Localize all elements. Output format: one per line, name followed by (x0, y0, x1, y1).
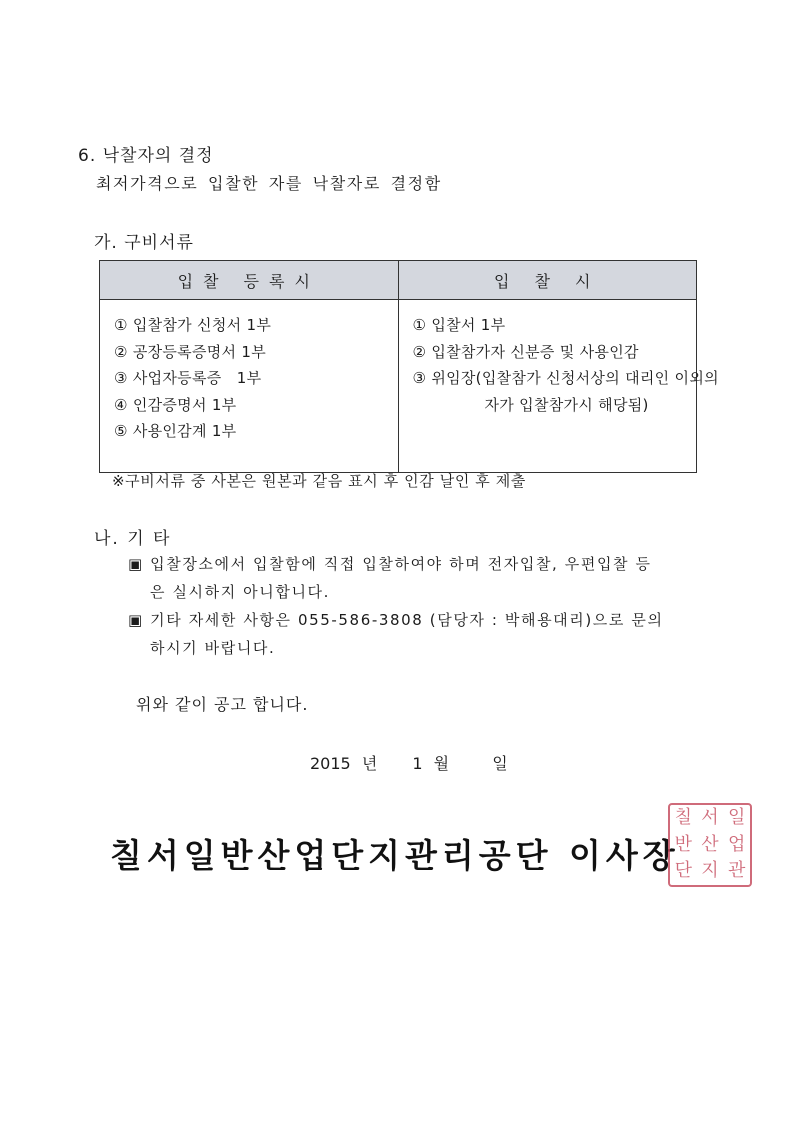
list-item: ① 입찰참가 신청서 1부 (114, 316, 272, 334)
section-b-title: 나. 기 타 (94, 529, 172, 549)
other-item-1: ▣ 입찰장소에서 입찰함에 직접 입찰하여야 하며 전자입찰, 우편입찰 등 (128, 555, 652, 573)
date-year: 2015 (310, 754, 351, 773)
date-day-unit: 일 (492, 754, 508, 773)
registration-documents-list (114, 312, 384, 445)
table-header-row (100, 261, 697, 300)
registration-documents-cell (100, 300, 399, 473)
list-item: ③ 사업자등록증 1부 (114, 369, 262, 388)
table-header-bidding: 입 찰 시 (398, 261, 697, 300)
closing-statement: 위와 같이 공고 합니다. (136, 695, 309, 714)
official-seal (668, 803, 752, 887)
seal-char: 관 (727, 860, 746, 882)
list-item: ④ 인감증명서 1부 (114, 395, 237, 414)
section-6-body: 최저가격으로 입찰한 자를 낙찰자로 결정함 (96, 174, 442, 193)
list-item: ② 공장등록증명서 1부 (114, 342, 267, 361)
date-month-unit: 월 (433, 754, 450, 773)
bidding-documents-list (412, 312, 719, 418)
list-item: ② 입찰참가자 신분증 및 사용인감 (412, 342, 639, 361)
seal-char: 일 (727, 807, 746, 828)
list-item: ⑤ 사용인감계 1부 (114, 422, 237, 441)
issuer-signature: 칠서일반산업단지관리공단 이사장 (110, 836, 680, 875)
other-item-2: ▣ 기타 자세한 사항은 055-586-3808 (담당자 : 박해용대리)으로 문의 (128, 611, 664, 629)
list-item: ③ 위임장(입찰참가 신청서상의 대리인 이외의 (412, 369, 719, 388)
seal-char: 업 (727, 833, 746, 855)
other-item-2-continuation: 하시기 바랍니다. (150, 639, 276, 657)
table-header-registration: 입찰 등록시 (100, 261, 399, 300)
table-row (100, 300, 697, 473)
documents-note: ※구비서류 중 사본은 원본과 같음 표시 후 인감 날인 후 제출 (112, 472, 526, 490)
list-item-continuation: 자가 입찰참가시 해당됨) (484, 395, 649, 414)
seal-char: 서 (701, 807, 719, 828)
list-item: ① 입찰서 1부 (412, 316, 506, 334)
other-item-1-continuation: 은 실시하지 아니합니다. (150, 583, 331, 601)
seal-char: 지 (701, 860, 719, 882)
seal-char: 산 (701, 833, 719, 855)
seal-char: 칠 (674, 807, 693, 828)
date-year-unit: 년 (361, 754, 378, 773)
seal-char: 반 (674, 833, 693, 855)
bidding-documents-cell (398, 300, 719, 473)
section-a-title: 가. 구비서류 (94, 233, 194, 253)
date-month: 1 (412, 754, 423, 773)
required-documents-table (99, 260, 719, 473)
seal-char: 단 (674, 860, 693, 882)
announcement-date (310, 751, 508, 774)
section-6-title: 6. 낙찰자의 결정 (78, 146, 214, 166)
